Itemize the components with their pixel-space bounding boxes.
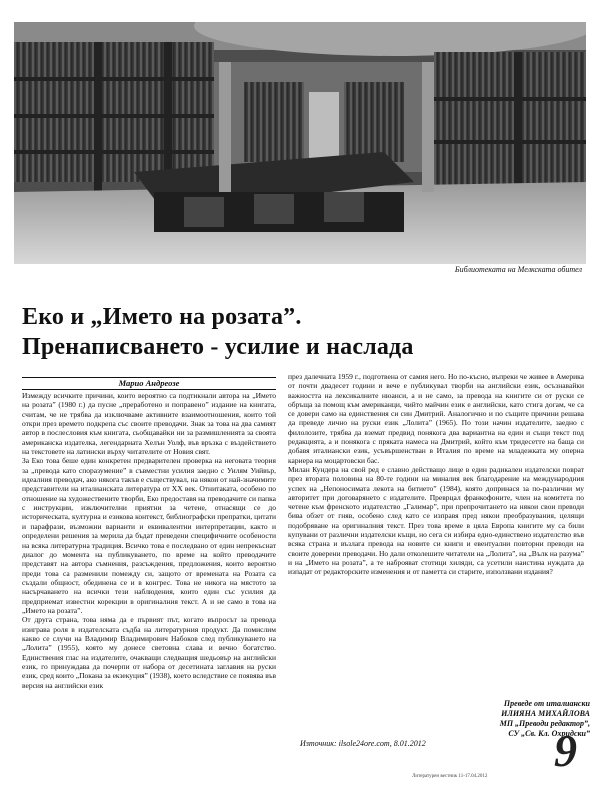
article-author: Марио Андреозе (22, 377, 276, 390)
right-paragraph-2: Милан Кундера на свой ред е славно действащо лице в един радикален издателски поврат през втората половина на 80-те години на миналия век благодарение на международния успех на „Непоносимата лекота на битието” (1984), която допринася за по-различни му авторитет при договарянето с издателите. Преврцал франкофоните, член на комитета по четене към френското издателство „Галимар”, при препрочитането на някои свои преводи бива обзет от гняв, особено след като се изправя пред някои преобразувания, целящи подобряване на оригиналния текст. През това време в цяла Европа книгите му са били купувани от различни издателски къщи, но сега си избира едно-единствено издателство във всяка страна и възлага превода на новите си книги и евентуални повторни преводи на своите доверени преводачи. Но дали отколешите читатели на „Лолита”, на „Вълк на разума” и на „Името на розата”, а те наброяват стотици хиляди, са усетили наистина нуждата да изпадат от редакторските изменения и от паметта си старите, използвани издания? (288, 464, 584, 577)
right-column (288, 372, 584, 577)
page-footer: Литературен вестник 11-17.04.2012 (412, 774, 488, 779)
source-line: Източник: ilsole24ore.com, 8.01.2012 (300, 739, 426, 748)
left-paragraph-1: Измежду всичките причини, които вероятно са подтикнали автора на „Името на розата” (1980 г.) да пусне „преработено и поправено” издание на книгата, считам, че не трябва да изключваме активните взаимоотношения, които той откри през времето подкрепа със своите преводачи. Знак за това на два самият автор в послесловия към книгата, сьобщавайки ни за размишленията за своята американска издателка, легендарната Хелън Уолф, във връзка с въздействието на текстовете на латински върху читателите от Новия свят. (22, 391, 276, 457)
title-line-2: Пренаписването - усилие и наслада (22, 334, 414, 360)
library-interior-image (14, 22, 586, 264)
photo-caption: Библиотеката на Мелкската обител (454, 265, 582, 274)
right-paragraph-1: през далечната 1959 г., подготвена от самия него. Но по-късно, въпреки че живее в Америка от почти двадесет години и вече е публикувал творби на английски език, осъзнавайки важността на лексикалните нюанси, а и не само, за превода на книгите си от руски се обръща за помощ към американци, чийто майчин език е английски, като стига догам, че са се довери само на единствения си син Дмитрий. Аналогично и по същите причини решава да преведе лично на руски език „Лолита” (1965). По този начин издателите, заедно с филолозите, трябва да вземат предвид понякога два вариантна на един и същи текст под редакцията, а и понякога с пряката намеса на Дмитрий, който към тридесетте на баща си добавя италиански език, усъвършенстван в Италия по време на младежката му оперна кариера на моцартовски бас. (288, 372, 584, 465)
translator-line-2: ИЛИЯНА МИХАЙЛОВА (501, 709, 590, 718)
translator-line-3: МП „Преводи редактор”, (499, 719, 590, 728)
article-title (22, 302, 582, 362)
left-paragraph-2: За Еко това беше един конкретен предварителен проверка на неговата теория за „превода като споразумение” в съвместни усилия заедно с Уилям Уийвър, идеалния преводач, ако някога такъв е съществувал, на някои от най-значимите представители на италианската литература от XX век. Отнитаката, особено по отношение на художествените творби, Еко предоставя на преводачите си папка с инструкции, изключителни приятни за четене, отнасящи се до историческата, културна и езикова контекст, библиографски препратки, цитати и парафрази, възможни варианти и еквивалентни интерпретации, както и определени решения за мерила да бъдат преведени специфичните особености на всяка литературна традиция. Всичко това е последвано от един непрекъснат диалог до момента на публикуването, по време на който преводачите представят на автора съмнения, разсъждения, предложения, които вероятно преди това са разменили помежду си, защото от времената на Розата са създали общност, обединена се и в конгрес. Това не никога на мястото за насърчаването на всички тези наблюдения, които един със усилия да предприемат известни корекции в оригиналния текст. А и не само в това на „Името на розата”. (22, 456, 276, 615)
page-number: 9 (554, 725, 577, 776)
library-photo (14, 22, 586, 264)
translator-line-1: Преведе от италиански (503, 699, 590, 708)
left-column (22, 391, 276, 690)
translator-line-4: СУ „Св. Кл. Охридски” (508, 729, 590, 738)
left-paragraph-3: От друга страна, това няма да е първият път, когато въпросът за превода изиграва роля в издателската съдба на литературния продукт. Да помислим какво се случи на Владимир Владимирович Набоков след публикуването на „Лолита” (1955), която му донесе световна слава и вечно богатство. Единствения глас на издателите, очакващи следващия шедьовър на английски език, го принуждава да почерпи от набора от десетината заглавия на руски език, сред които „Покана за екзекуция” (1938), което вследствие се появява във версия на английски език (22, 615, 276, 690)
title-line-1: Еко и „Името на розата”. (22, 304, 302, 330)
